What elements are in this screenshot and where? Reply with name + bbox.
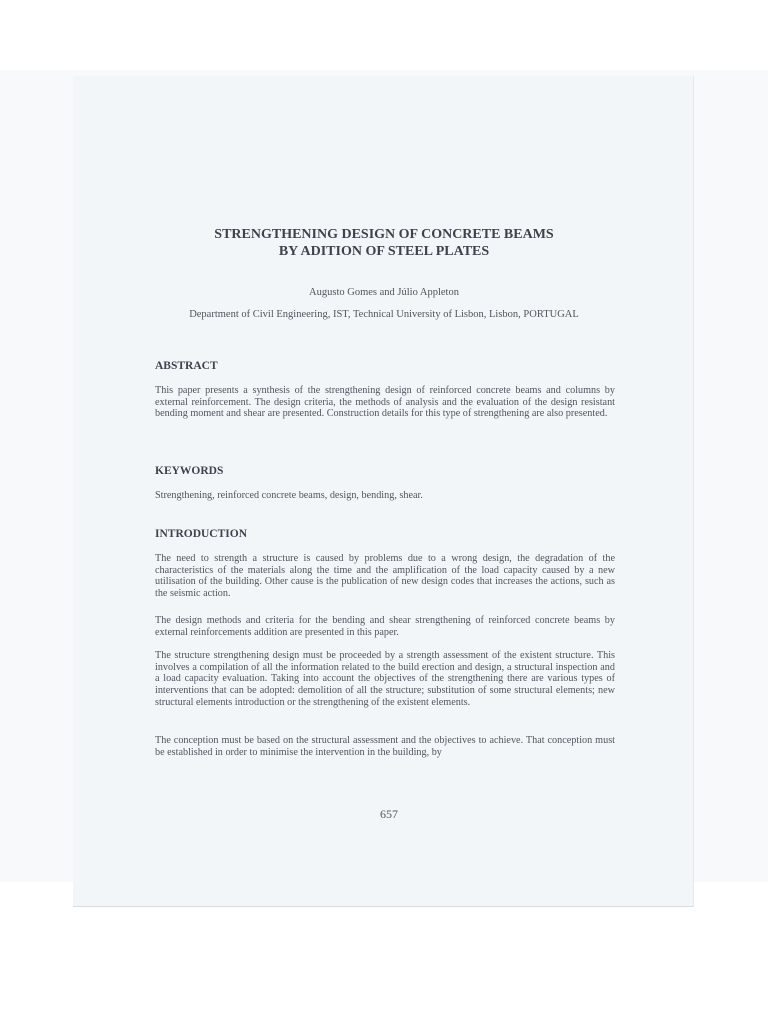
intro-paragraph-2: The design methods and criteria for the bending and shear strengthening of reinforced concrete beams by external reinforcements addition are presented in this paper.	[155, 615, 615, 638]
title-line-1: STRENGTHENING DESIGN OF CONCRETE BEAMS	[214, 227, 554, 242]
affiliation: Department of Civil Engineering, IST, Technical University of Lisbon, Lisbon, PORTUGAL	[189, 309, 579, 320]
abstract-heading: ABSTRACT	[155, 360, 218, 372]
paper-title	[0, 226, 768, 260]
page-number: 657	[380, 807, 398, 821]
keywords-heading: KEYWORDS	[155, 465, 224, 477]
abstract-text: This paper presents a synthesis of the strengthening design of reinforced concrete beams and columns by external reinforcement. The design criteria, the methods of analysis and the evaluation of the design resistant bending moment and shear are presented. Construction details for this type of strengthening are also presented.	[155, 385, 615, 420]
intro-paragraph-4: The conception must be based on the structural assessment and the objectives to achieve. That conception must be established in order to minimise the intervention in the building, by	[155, 735, 615, 758]
title-line-2: BY ADITION OF STEEL PLATES	[278, 244, 490, 259]
intro-paragraph-3: The structure strengthening design must be proceeded by a strength assessment of the existent structure. This involves a compilation of all the information related to the build erection and design, a structural inspection and a load capacity evaluation. Taking into account the objectives of the strengthening there are various types of interventions that can be adopted: demolition of all the structure; substitution of some structural elements; new structural elements introduction or the strengthening of the existent elements.	[155, 650, 615, 708]
intro-paragraph-1: The need to strength a structure is caused by problems due to a wrong design, the degradation of the characteristics of the materials along the time and the amplification of the load capacity caused by a new utilisation of the building. Other cause is the publication of new design codes that increases the actions, such as the seismic action.	[155, 553, 615, 600]
keywords-text: Strengthening, reinforced concrete beams, design, bending, shear.	[155, 490, 423, 501]
authors: Augusto Gomes and Júlio Appleton	[309, 287, 459, 298]
introduction-heading: INTRODUCTION	[155, 528, 248, 540]
